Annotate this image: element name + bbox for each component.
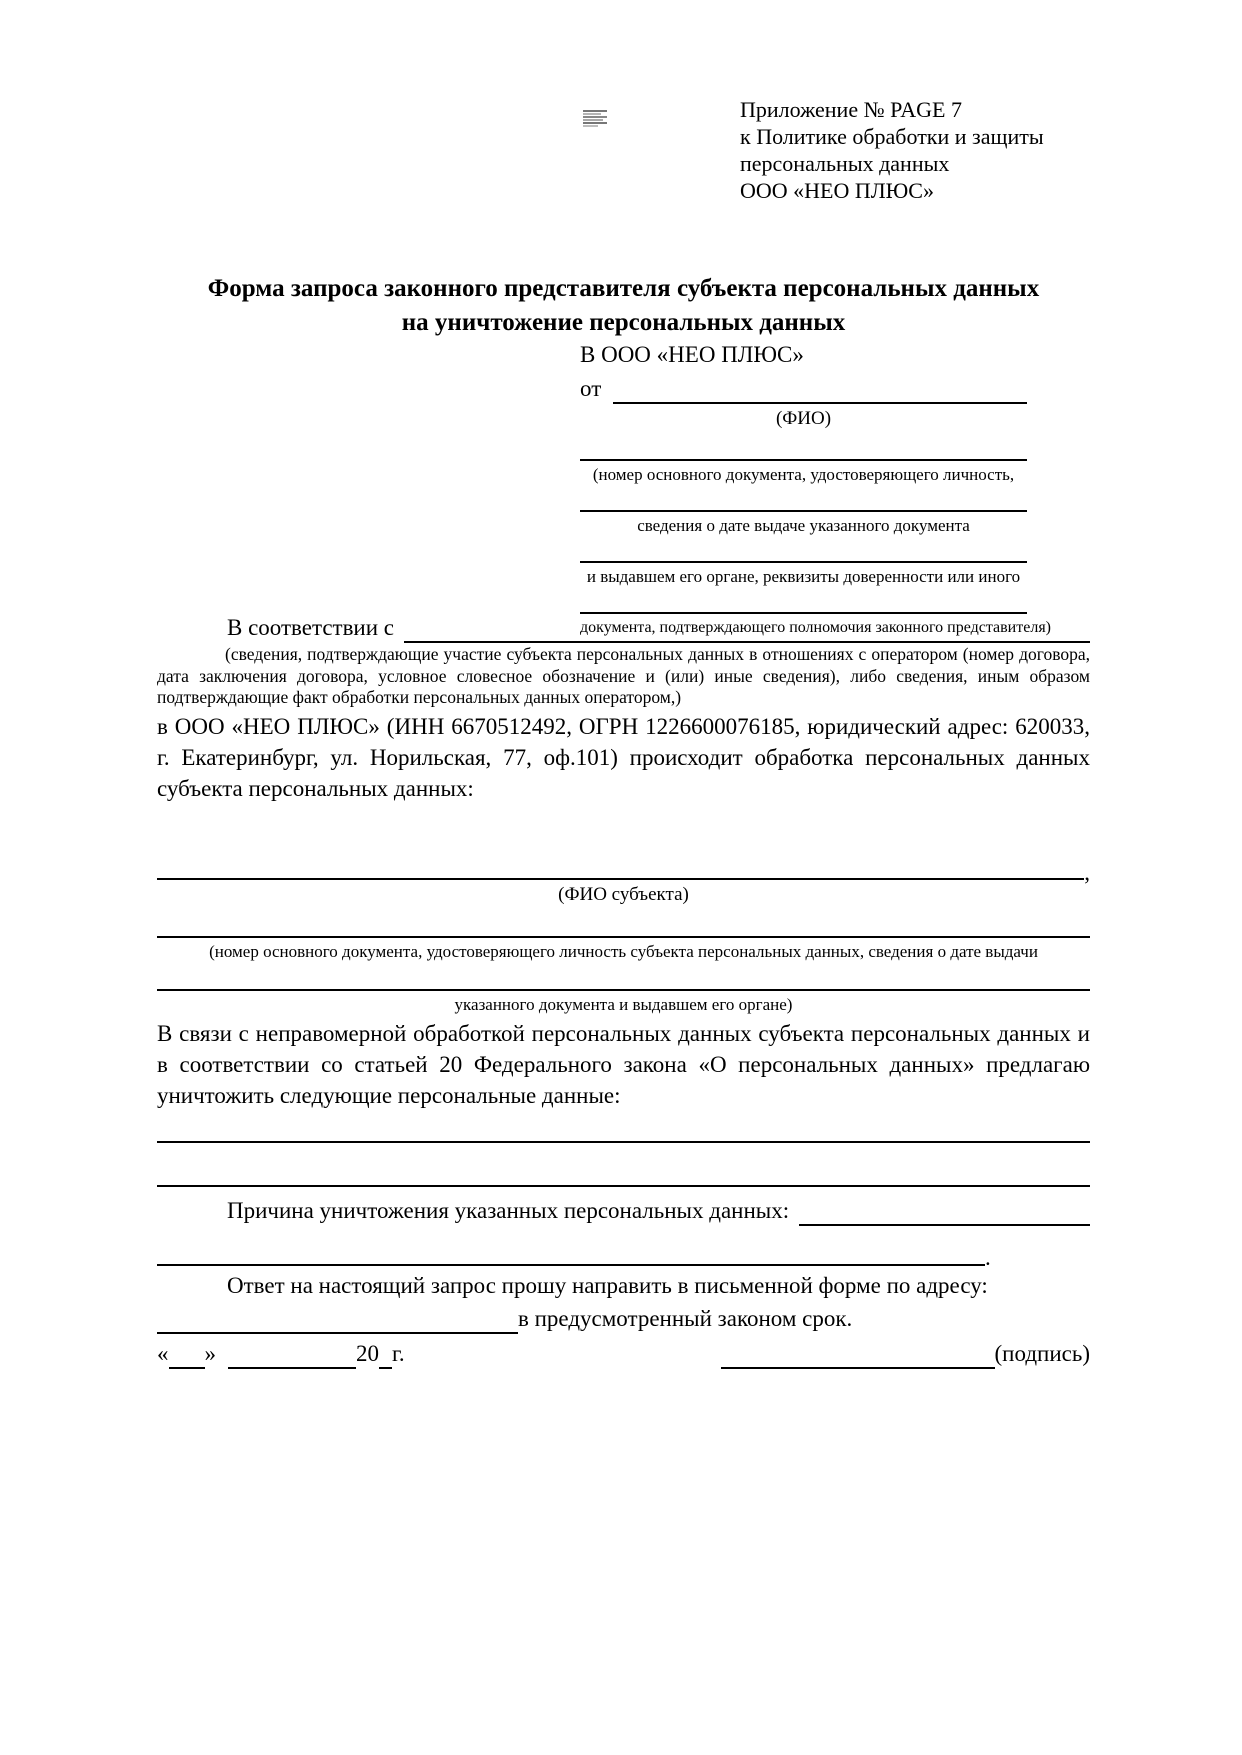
doc-date-blank — [580, 508, 1027, 512]
date-year-suffix: г. — [392, 1341, 405, 1366]
field-code-artifact-icon — [583, 107, 609, 141]
subject-doc-blank-2 — [157, 987, 1090, 991]
doc-number-caption: (номер основного документа, удостоверяющего личность, — [592, 465, 1015, 484]
appendix-line-1: Приложение № PAGE 7 — [740, 97, 962, 122]
document-title — [157, 272, 1090, 340]
from-label: от — [580, 376, 602, 401]
date-line — [157, 1338, 405, 1369]
footer — [157, 1338, 1090, 1369]
signature-caption: (подпись) — [994, 1341, 1090, 1366]
date-month-blank — [228, 1365, 356, 1369]
title-line-1: Форма запроса законного представителя субъекта персональных данных — [207, 275, 1040, 302]
addressee-block — [580, 339, 1051, 638]
subject-doc-caption-1: (номер основного документа, удостоверяющего личность субъекта персональных данных, сведения о дате выдачи — [209, 941, 1038, 961]
date-quote-close: » — [204, 1341, 216, 1366]
operator-paragraph: в ООО «НЕО ПЛЮС» (ИНН 6670512492, ОГРН 1226600076185, юридический адрес: 620033, г. Екатеринбург, ул. Норильская, 77, оф.101) происходит обработка персональных данных субъекта персональных данных: — [157, 713, 1090, 801]
from-fio-blank — [613, 400, 1027, 404]
appendix-line-2: к Политике обработки и защиты — [740, 124, 1044, 149]
trailing-period: . — [985, 1244, 991, 1270]
request-paragraph: В связи с неправомерной обработкой персональных данных субъекта персональных данных и в соответствии со статьей 20 Федерального закона «О персональных данных» предлагаю уничтожить следующие персональные данные: — [157, 1020, 1090, 1108]
accordance-blank — [404, 639, 1090, 643]
subject-doc-caption-2: указанного документа и выдавшем его органе) — [454, 994, 793, 1014]
trailing-comma: , — [1084, 859, 1090, 885]
reason-label: Причина уничтожения указанных персональных данных: — [227, 1197, 790, 1223]
appendix-header — [740, 96, 1070, 204]
answer-line-2 — [157, 1303, 1090, 1334]
subject-fio-blank — [157, 876, 1084, 880]
appendix-line-3: персональных данных — [740, 151, 950, 176]
date-quote-open: « — [157, 1341, 169, 1366]
doc-number-blank — [580, 457, 1027, 461]
doc-authority-blank — [580, 559, 1027, 563]
reason-blank-1 — [799, 1222, 1090, 1226]
title-line-2: на уничтожение персональных данных — [401, 309, 846, 336]
from-line — [580, 373, 1027, 404]
signature-line — [721, 1338, 1090, 1369]
reason-blank-2 — [157, 1262, 985, 1266]
document-body — [157, 612, 1090, 1334]
signature-blank — [721, 1365, 995, 1369]
appendix-line-4: ООО «НЕО ПЛЮС» — [740, 178, 934, 203]
answer-line-2-suffix: в предусмотренный законом срок. — [518, 1305, 853, 1331]
subject-doc-blank-1 — [157, 934, 1090, 938]
addressee-to: В ООО «НЕО ПЛЮС» — [580, 342, 804, 367]
date-day-blank — [169, 1365, 205, 1369]
data-to-destroy-blank-2 — [157, 1183, 1090, 1187]
accordance-label: В соответствии с — [227, 615, 395, 640]
fine-print: (сведения, подтверждающие участие субъекта персональных данных в отношениях с оператором (номер договора, дата заключения договора, условное словесное обозначение и (или) иные сведения), либо сведения, иным образом подтверждающие факт обработки персональных данных оператором,) — [157, 644, 1090, 707]
doc-power-caption: документа, подтверждающего полномочия законного представителя) — [580, 619, 1051, 636]
doc-date-caption: сведения о дате выдаче указанного документа — [637, 516, 970, 535]
subject-fio-line — [157, 859, 1090, 885]
reason-line — [157, 1195, 1090, 1226]
answer-line-1: Ответ на настоящий запрос прошу направить в письменной форме по адресу: — [227, 1272, 988, 1298]
accordance-line — [157, 612, 1090, 643]
date-year-prefix: 20 — [356, 1341, 379, 1366]
answer-address-blank — [157, 1330, 518, 1334]
fio-caption: (ФИО) — [775, 408, 832, 429]
subject-fio-caption: (ФИО субъекта) — [558, 883, 689, 905]
doc-authority-caption: и выдавшем его органе, реквизиты доверенности или иного — [586, 567, 1021, 586]
date-year-blank — [379, 1365, 392, 1369]
reason-continuation-line — [157, 1244, 1090, 1270]
data-to-destroy-blank-1 — [157, 1139, 1090, 1143]
